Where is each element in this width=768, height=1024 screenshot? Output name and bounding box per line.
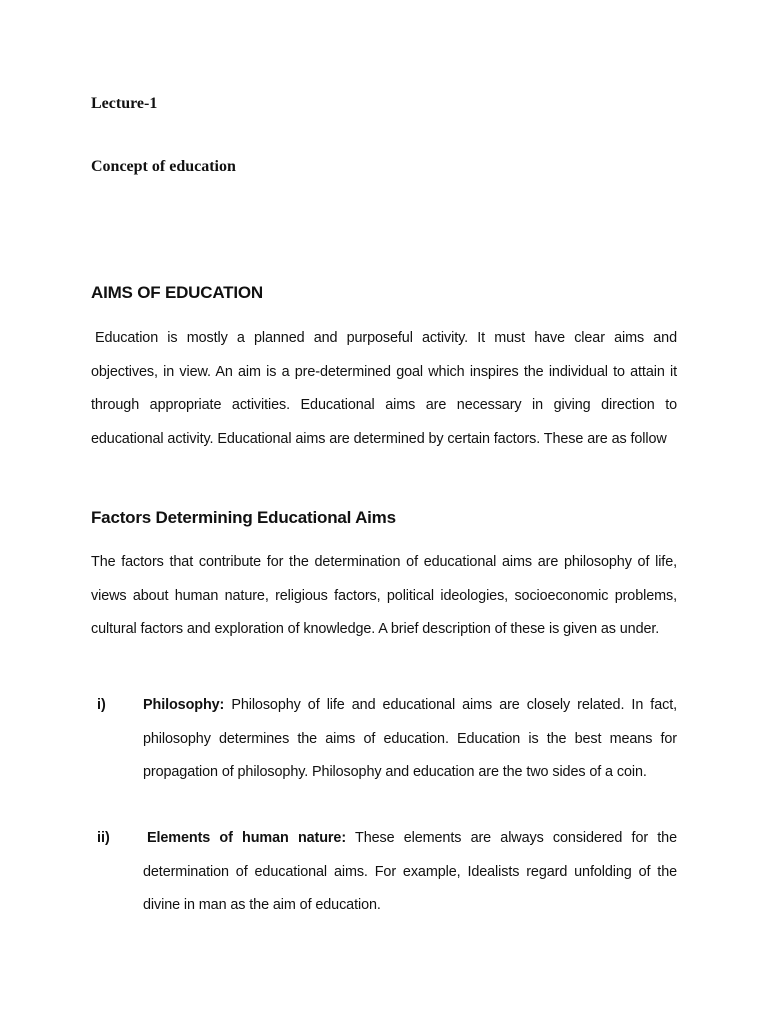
aims-paragraph: Education is mostly a planned and purposeful activity. It must have clear aims and objectives, in view. An aim is a pre-determined goal which inspires the individual to attain it through appropriate activities. Educational aims are necessary in giving direction to educational activity. Educational aims are determined by certain factors. These are as follow — [91, 330, 677, 447]
list-item-body — [143, 689, 677, 790]
aims-section-heading: AIMS OF EDUCATION — [91, 283, 263, 302]
list-item-body — [143, 822, 677, 923]
list-item-term: Philosophy: — [143, 697, 225, 713]
list-item-text: These elements are always considered for the determination of educational aims. For example, Idealists regard unfolding of the divine in man as the aim of education. — [143, 830, 677, 913]
document-subtitle: Concept of education — [91, 158, 236, 175]
factors-paragraph: The factors that contribute for the determination of educational aims are philosophy of life, views about human nature, religious factors, political ideologies, socioeconomic problems, cultural factors and exploration of knowledge. A brief description of these is given as under. — [91, 554, 677, 637]
lecture-label: Lecture-1 — [91, 95, 158, 112]
list-marker: ii) — [97, 830, 110, 846]
list-item-term: Elements of human nature: — [147, 830, 347, 846]
factors-section-heading: Factors Determining Educational Aims — [91, 508, 396, 527]
list-item-text: Philosophy of life and educational aims are closely related. In fact, philosophy determines the aims of education. Education is the best means for propagation of philosophy. Philosophy and education are the two sides of a coin. — [143, 697, 677, 780]
list-marker: i) — [97, 697, 106, 713]
